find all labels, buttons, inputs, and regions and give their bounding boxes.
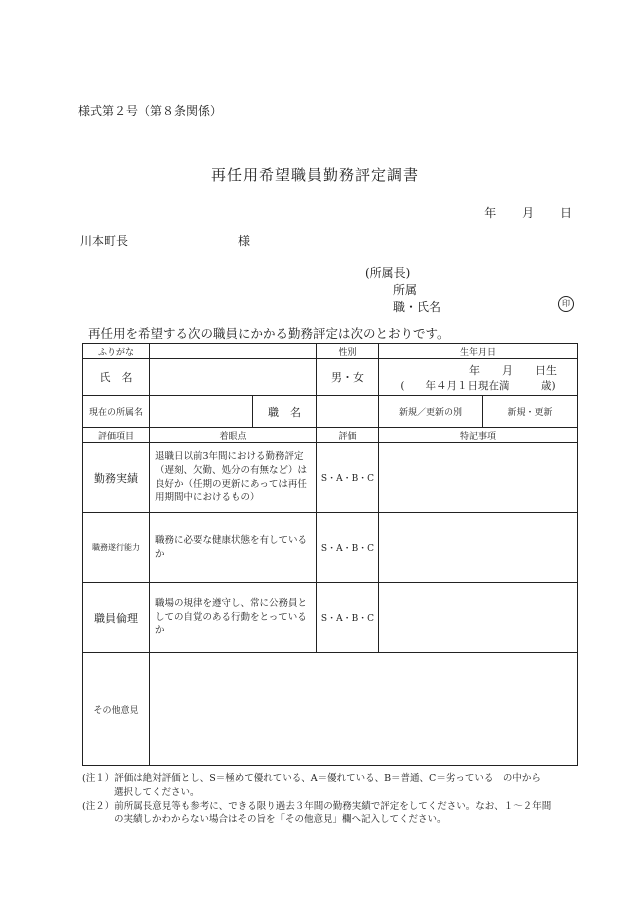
row-focus-text: 退職日以前3年間における勤務評定（遅刻、欠勤、処分の有無など）は良好か（任期の更新にあっては再任用期間中におけるもの） <box>150 443 317 513</box>
addressee-name: 川本町長 <box>80 234 129 248</box>
row-rating[interactable]: S・A・B・C <box>317 513 379 583</box>
note-2-cont: の実績しかわからない場合はその旨を「その他意見」欄へ記入してください。 <box>114 814 447 826</box>
form-number: 様式第２号（第８条関係） <box>78 104 223 118</box>
new-renew-value[interactable]: 新規・更新 <box>483 396 578 428</box>
note-1-cont: 選択してください。 <box>114 786 200 798</box>
birth-age-line: ( 年４月１日現在満 歳) <box>400 379 556 392</box>
addressee <box>80 232 250 249</box>
row-rating[interactable]: S・A・B・C <box>317 443 379 513</box>
col-item-header: 評価項目 <box>83 428 150 443</box>
col-focus-header: 着眼点 <box>150 428 317 443</box>
row-focus-text: 職務に必要な健康状態を有しているか <box>150 513 317 583</box>
intro-text: 再任用を希望する次の職員にかかる勤務評定は次のとおりです。 <box>88 326 450 341</box>
row-focus-text: 職場の規律を遵守し、常に公務員としての自覚のある行動をとっているか <box>150 583 317 653</box>
furigana-field[interactable] <box>150 344 317 359</box>
date-day: 日 <box>559 206 572 220</box>
notes <box>82 772 551 827</box>
new-renew-label: 新規／更新の別 <box>379 396 483 428</box>
col-notes-header: 特記事項 <box>379 428 578 443</box>
document-title: 再任用希望職員勤務評定調書 <box>210 166 419 184</box>
row-item-label: 職務遂行能力 <box>83 513 150 583</box>
row-notes-field[interactable] <box>379 513 578 583</box>
birth-date-line: 年 月 日生 <box>469 363 558 377</box>
issuer-dept: 所属 <box>393 283 418 297</box>
gender-options[interactable]: 男・女 <box>317 359 379 396</box>
date-month: 月 <box>522 206 535 220</box>
position-field[interactable] <box>317 396 379 428</box>
issuer-role: (所属長) <box>365 266 411 280</box>
other-opinion-field[interactable] <box>150 653 578 766</box>
gender-label: 性別 <box>317 344 379 359</box>
note-1: (注１）評価は絶対評価とし、S＝極めて優れている、A＝優れている、B＝普通、C＝劣っている の中から <box>82 773 541 784</box>
date-year: 年 <box>484 206 497 220</box>
date-line <box>462 204 572 221</box>
evaluation-table <box>82 343 578 766</box>
birth-label: 生年月日 <box>379 344 578 359</box>
name-label: 氏 名 <box>83 359 150 396</box>
seal-icon: 印 <box>558 296 574 312</box>
row-item-label: 勤務実績 <box>83 443 150 513</box>
issuer-name: 職・氏名 <box>393 300 442 314</box>
position-label: 職 名 <box>253 396 317 428</box>
name-field[interactable] <box>150 359 317 396</box>
row-item-label: 職員倫理 <box>83 583 150 653</box>
col-rating-header: 評価 <box>317 428 379 443</box>
current-dept-label: 現在の所属名 <box>83 396 150 428</box>
note-2: (注２）前所属長意見等も参考に、できる限り過去３年間の勤務実績で評定をしてください。なお、１～２年間 <box>82 800 552 812</box>
current-dept-field[interactable] <box>150 396 253 428</box>
birth-field[interactable] <box>379 359 578 396</box>
row-rating[interactable]: S・A・B・C <box>317 583 379 653</box>
other-opinion-label: その他意見 <box>83 653 150 766</box>
row-notes-field[interactable] <box>379 443 578 513</box>
row-notes-field[interactable] <box>379 583 578 653</box>
addressee-suffix: 様 <box>238 234 251 248</box>
furigana-label: ふりがな <box>83 344 150 359</box>
